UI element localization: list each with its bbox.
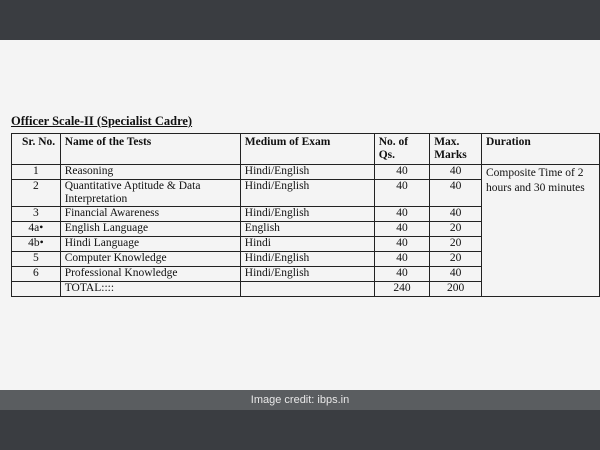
cell-sr: 4a• [12, 222, 61, 237]
cell-name: Reasoning [60, 165, 240, 180]
bottom-band [0, 410, 600, 450]
cell-medium: Hindi/English [240, 165, 374, 180]
header-test-name: Name of the Tests [60, 134, 240, 165]
cell-marks: 40 [430, 207, 482, 222]
cell-sr: 6 [12, 267, 61, 282]
cell-name: Professional Knowledge [60, 267, 240, 282]
cell-name: Computer Knowledge [60, 252, 240, 267]
cell-qs: 40 [374, 180, 429, 207]
document-page [0, 40, 600, 390]
cell-sr: 3 [12, 207, 61, 222]
cell-name: Financial Awareness [60, 207, 240, 222]
cell-name: Quantitative Aptitude & Data Interpretation [60, 180, 240, 207]
cell-qs: 40 [374, 207, 429, 222]
cell-sr: 5 [12, 252, 61, 267]
header-medium: Medium of Exam [240, 134, 374, 165]
header-marks: Max. Marks [430, 134, 482, 165]
cell-medium-empty [240, 282, 374, 297]
exam-pattern-table [11, 133, 600, 297]
cell-qs: 40 [374, 165, 429, 180]
document-title: Officer Scale-II (Specialist Cadre) [11, 114, 193, 128]
cell-medium: Hindi/English [240, 252, 374, 267]
table-header-row [12, 134, 600, 165]
cell-qs: 40 [374, 222, 429, 237]
header-questions: No. of Qs. [374, 134, 429, 165]
cell-qs: 40 [374, 237, 429, 252]
cell-marks: 40 [430, 165, 482, 180]
cell-medium: Hindi/English [240, 267, 374, 282]
cell-sr-empty [12, 282, 61, 297]
cell-qs: 40 [374, 252, 429, 267]
cell-marks: 20 [430, 237, 482, 252]
image-credit: Image credit: ibps.in [0, 390, 600, 410]
cell-marks: 20 [430, 252, 482, 267]
cell-marks: 40 [430, 267, 482, 282]
cell-marks: 20 [430, 222, 482, 237]
cell-sr: 4b• [12, 237, 61, 252]
cell-name: English Language [60, 222, 240, 237]
cell-name: Hindi Language [60, 237, 240, 252]
header-sr-no: Sr. No. [12, 134, 61, 165]
cell-medium: Hindi/English [240, 180, 374, 207]
total-label: TOTAL:::: [60, 282, 240, 297]
cell-marks: 40 [430, 180, 482, 207]
cell-sr: 1 [12, 165, 61, 180]
cell-qs: 40 [374, 267, 429, 282]
cell-medium: English [240, 222, 374, 237]
cell-duration: Composite Time of 2 hours and 30 minutes [482, 165, 600, 297]
total-qs: 240 [374, 282, 429, 297]
cell-sr: 2 [12, 180, 61, 207]
header-duration: Duration [482, 134, 600, 165]
total-marks: 200 [430, 282, 482, 297]
cell-medium: Hindi [240, 237, 374, 252]
cell-medium: Hindi/English [240, 207, 374, 222]
table-row [12, 165, 600, 180]
